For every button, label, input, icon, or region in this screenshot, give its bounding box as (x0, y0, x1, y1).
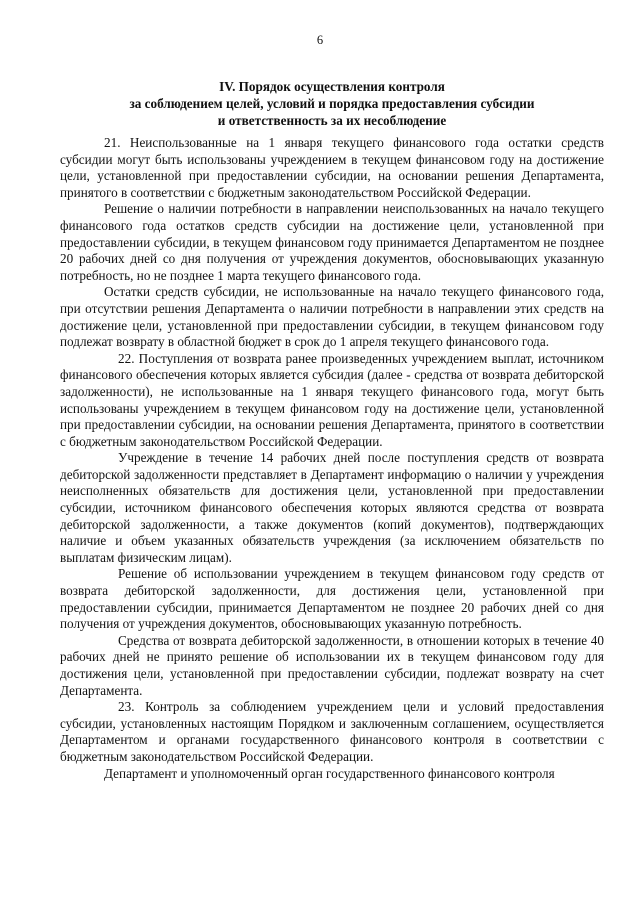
paragraph: Решение об использовании учреждением в текущем финансовом году средств от возврата дебиторской задолженности, для достижения цели, установленной при предоставлении субсидии, принимается Департаментом не позднее 20 рабочих дней со дня получения от учреждения документов, обосновывающих указанную потребность. (60, 566, 604, 632)
heading-line-3: и ответственность за их несоблюдение (217, 113, 447, 128)
paragraph-21: 21. Неиспользованные на 1 января текущего финансового года остатки средств субсидии могут быть использованы учреждением в текущем финансовом году на достижение цели, установленной при предоставлении субсидии, на основании решения Департамента, принятого в соответствии с бюджетным законодательством Российской Федерации. (60, 135, 604, 200)
paragraph: Департамент и уполномоченный орган государственного финансового контроля (104, 765, 555, 781)
paragraph-22: 22. Поступления от возврата ранее произведенных учреждением выплат, источником финансового обеспечения которых является субсидия (далее - средства от возврата дебиторской задолженности), не использованные на 1 января текущего финансового года, могут быть использованы учреждением в текущем финансовом году на достижение цели, установленной при предоставлении субсидии, на основании решения Департамента, принятого в соответствии с бюджетным законодательством Российской Федерации. (60, 350, 604, 449)
page-number: 6 (316, 33, 324, 47)
heading-line-1: IV. Порядок осуществления контроля (219, 79, 445, 94)
section-heading (60, 78, 604, 129)
document-body (60, 135, 604, 782)
paragraph: Остатки средств субсидии, не использованные на начало текущего финансового года, при отсутствии решения Департамента о наличии потребности в направлении этих средств на достижение цели, установленной при предоставлении субсидии, в текущем финансовом году подлежат возврату в областной бюджет в срок до 1 апреля текущего финансового года. (60, 284, 604, 350)
paragraph: Учреждение в течение 14 рабочих дней после поступления средств от возврата дебиторской задолженности представляет в Департамент информацию о наличии у учреждения неисполненных обязательств для достижения цели, установленной при предоставлении субсидии, источником финансового обеспечения которых являются средства от возврата дебиторской задолженности, а также документов (копий документов), подтверждающих наличие и объем указанных обязательств учреждения (за исключением обязательств по выплатам физическим лицам). (60, 450, 604, 565)
heading-line-2: за соблюдением целей, условий и порядка предоставления субсидии (129, 96, 535, 111)
paragraph: Средства от возврата дебиторской задолженности, в отношении которых в течение 40 рабочих дней не принято решение об использовании их в текущем финансовом году для достижения цели, установленной при предоставлении субсидии, подлежат возврату на счет Департамента. (60, 632, 604, 698)
paragraph-23: 23. Контроль за соблюдением учреждением цели и условий предоставления субсидии, установленных настоящим Порядком и заключенным соглашением, осуществляется Департаментом и органами государственного финансового контроля в соответствии с бюджетным законодательством Российской Федерации. (60, 699, 604, 764)
paragraph: Решение о наличии потребности в направлении неиспользованных на начало текущего финансового года остатков средств субсидии на достижение цели, установленной при предоставлении субсидии, в текущем финансовом году принимается Департаментом не позднее 20 рабочих дней со дня получения от учреждения документов, обосновывающих указанную потребность, но не позднее 1 марта текущего финансового года. (60, 201, 604, 283)
